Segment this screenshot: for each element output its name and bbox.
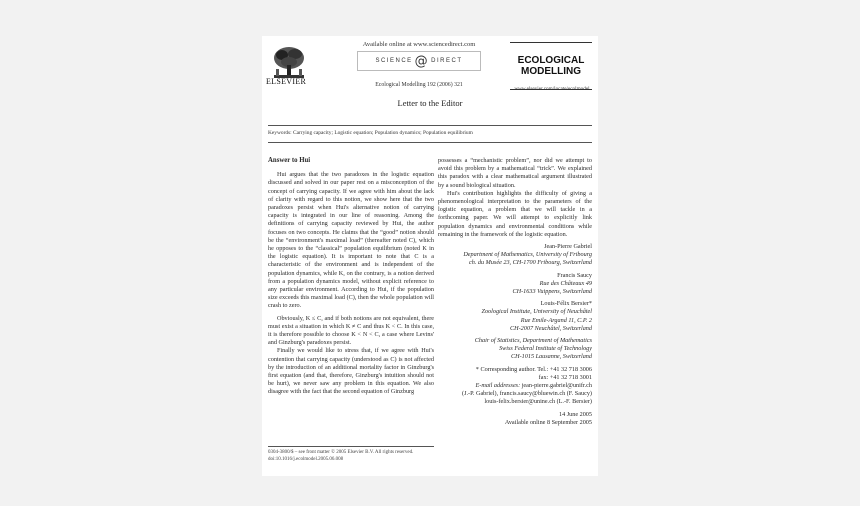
author-affiliation: Rue Emile-Argand 11, C.P. 2 xyxy=(520,316,592,324)
paragraph: Hui argues that the two paradoxes in the logistic equation discussed and solved in our paper rest on a misconception of the concept of carrying capacity. If we agree with him about the lack of clarity with regard to this notion, we show here that the two paradoxes persist when Hui's alternative notion of carrying capacity is integrated in our line of reasoning. Among the definitions of carrying capacity reviewed by Hui, the author focuses on two concepts. He claims that the “good” notion should be the “environment's maximal load” (thereafter noted C), which he opposes to the “classical” population equilibrium (noted K in the logistic equation). It is important to note that C is a characteristic of the environment and is independent of the population dynamics, while K, on the contrary, is a notion derived from a population dynamics model, without explicit reference to any particular environment. According to Hui, if the population size exceeds this maximal load (C), then the whole population will crash to zero. xyxy=(268,171,434,310)
journal-url[interactable]: www.elsevier.com/locate/ecolmodel xyxy=(514,86,590,92)
received-date: 14 June 2005 xyxy=(559,410,592,418)
author-affiliation: CH-1633 Vuippens, Switzerland xyxy=(512,288,592,296)
publisher-name: ELSEVIER xyxy=(266,77,307,86)
sd-at-icon: @ xyxy=(414,53,430,69)
journal-name-line2: MODELLING xyxy=(521,66,581,77)
author-name: Jean-Pierre Gabriel xyxy=(544,243,592,251)
article-type-title: Letter to the Editor xyxy=(397,98,463,108)
author-affiliation: Rue des Châteaux 49 xyxy=(539,279,592,287)
header-center xyxy=(352,41,486,88)
author-affiliation: Department of Mathematics, University of Fribourg xyxy=(463,251,592,259)
author-affiliation: Swiss Federal Institute of Technology xyxy=(499,345,592,353)
available-date: Available online 8 September 2005 xyxy=(504,418,592,426)
email-label: E-mail addresses: xyxy=(475,382,521,390)
author-affiliation: Chair of Statistics, Department of Mathematics xyxy=(474,337,592,345)
sd-left-word: SCIENCE xyxy=(375,58,413,64)
paragraph: Obviously, K ≤ C, and if both notions are not equivalent, there must exist a situation in which K ≠ C and thus K < C. In this case, it is therefore possible to choose K < N < C, a case where Levins' and Ginzburg's paradoxes persist. xyxy=(268,314,434,347)
author-affiliation: Zoological Institute, University of Neuchâtel xyxy=(481,308,592,316)
email-line xyxy=(438,382,592,390)
correspondence: * Corresponding author. Tel.: +41 32 718 3006 xyxy=(475,365,592,373)
author-affiliation: CH-1015 Lausanne, Switzerland xyxy=(511,353,592,361)
sciencedirect-logo[interactable] xyxy=(357,51,481,71)
sd-right-word: DIRECT xyxy=(431,58,463,64)
section-heading: Answer to Hui xyxy=(268,157,311,164)
available-online-text: Available online at www.sciencedirect.com xyxy=(362,41,476,48)
footer-divider xyxy=(268,446,434,447)
journal-citation: Ecological Modelling 192 (2006) 321 xyxy=(375,82,463,88)
author-block xyxy=(438,243,592,427)
fax: fax: +41 32 718 3001 xyxy=(538,373,592,381)
divider xyxy=(268,142,592,143)
right-column xyxy=(438,157,592,427)
doi-link[interactable]: doi:10.1016/j.ecolmodel.2005.06.008 xyxy=(268,457,344,462)
author-name: Francis Saucy xyxy=(557,271,592,279)
paragraph: possesses a “mechanistic problem”, nor did we attempt to avoid this problem by a mathematical “trick”. We explained this paradox with a clear mathematical argument illustrated by a sound biological situation. xyxy=(438,157,592,189)
email-line[interactable]: louis-felix.bersier@unine.ch (L.-F. Bersier) xyxy=(484,398,592,406)
journal-logo xyxy=(510,42,592,90)
footer xyxy=(268,449,438,463)
author-name: Louis-Félix Bersier* xyxy=(540,300,592,308)
author-affiliation: ch. du Musée 23, CH-1700 Fribourg, Switzerland xyxy=(469,259,592,267)
author-affiliation: CH-2007 Neuchâtel, Switzerland xyxy=(510,324,592,332)
paragraph: Hui's contribution highlights the difficulty of giving a phenomenological interpretation to the parameters of the logistic equation, a problem that we will tackle in a forthcoming paper. We will attempt to explicitly link population dynamics and environmental conditions while remaining in the framework of the logistic equation. xyxy=(438,189,592,238)
divider xyxy=(268,125,592,126)
email-line[interactable]: (J.-P. Gabriel), francis.saucy@bluewin.ch (F. Saucy) xyxy=(462,390,592,398)
journal-name-line1: ECOLOGICAL xyxy=(517,55,585,66)
copyright-line: 0304-3800/$ – see front matter © 2005 Elsevier B.V. All rights reserved. xyxy=(268,450,414,455)
paragraph: Finally we would like to stress that, if we agree with Hui's contention that carrying capacity (understood as C) is not affected by the introduction of an additional mortality factor in Ginzburg's first equation (and that, therefore, Ginzburg's intuition should not be hurt), we never saw any problem in this equation. We also disagree with the fact that the second equation of Ginzburg xyxy=(268,347,434,396)
keywords: Keywords: Carrying capacity; Logistic equation; Population dynamics; Population equilibrium xyxy=(268,130,473,136)
email-link[interactable]: jean-pierre.gabriel@unifr.ch xyxy=(521,382,592,390)
left-column xyxy=(268,157,434,397)
